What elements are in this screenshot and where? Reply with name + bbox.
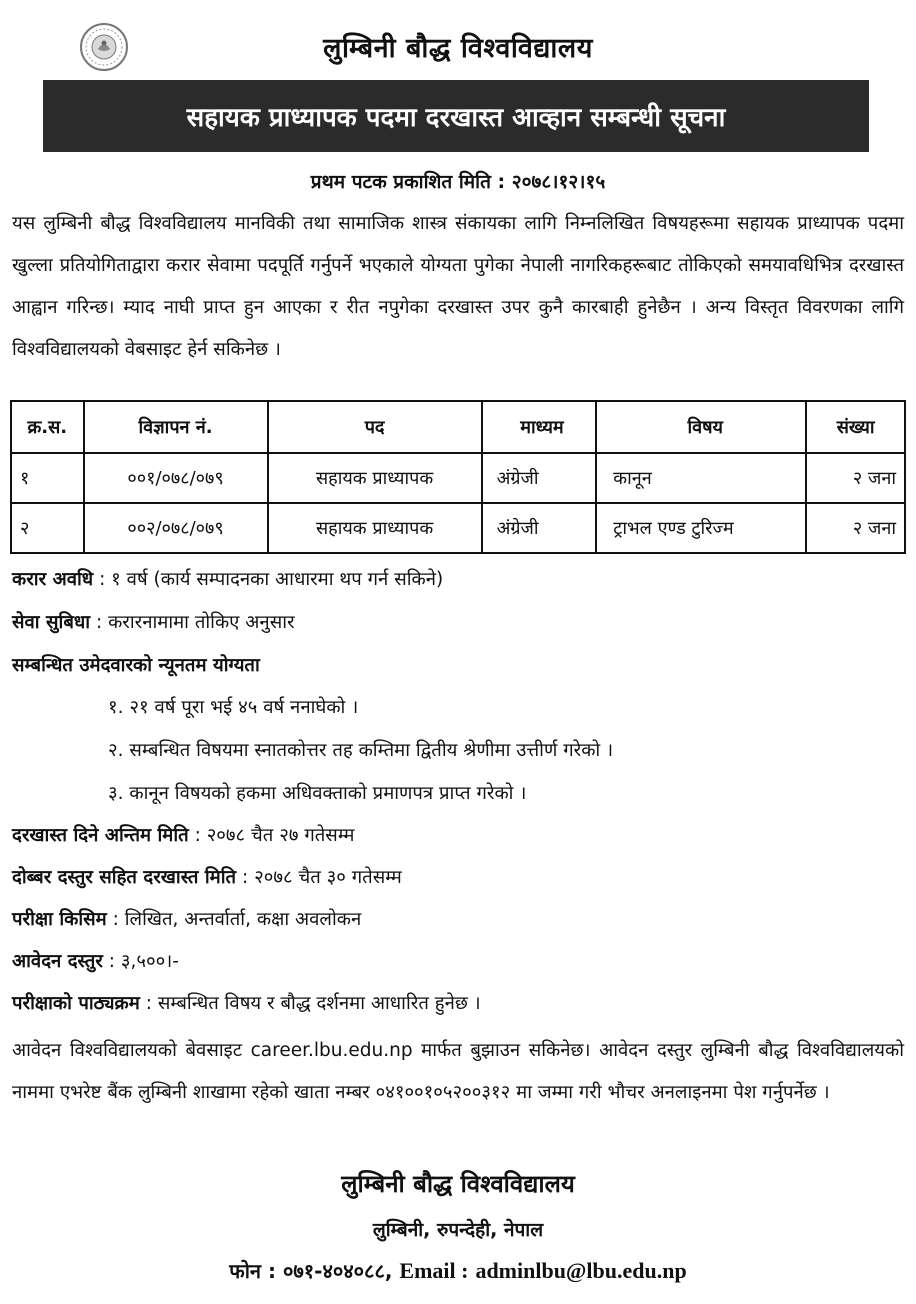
col-count-header: संख्या [806,401,905,453]
double-fee-deadline [12,864,402,889]
double-fee-deadline-value: : २०७८ चैत ३० गतेसम्म [241,867,402,888]
exam-type [12,906,361,931]
double-fee-deadline-label: दोब्बर दस्तुर सहित दरखास्त मिति [12,867,237,888]
service-facility-label: सेवा सुबिधा [12,612,91,633]
cell-medium: अंग्रेजी [482,453,597,503]
qualification-heading: सम्बन्धित उमेदवारको न्यूनतम योग्यता [12,655,260,676]
footer-address: लुम्बिनी, रुपन्देही, नेपाल [372,1219,544,1241]
table-row [11,453,905,503]
cell-medium: अंग्रेजी [482,503,597,553]
cell-ad-no: ००२/०७८/०७९ [84,503,268,553]
application-fee [12,948,179,973]
vacancy-table [10,400,906,554]
email-label: Email : [399,1258,469,1283]
email-address: adminlbu@lbu.edu.np [475,1258,687,1283]
exam-type-label: परीक्षा किसिम [12,909,107,930]
cell-subject: कानून [596,453,806,503]
table-header-row [11,401,905,453]
exam-syllabus-label: परीक्षाको पाठ्यक्रम [12,993,140,1014]
table-row [11,503,905,553]
notice-title-banner: सहायक प्राध्यापक पदमा दरखास्त आव्हान सम्बन्धी सूचना [43,80,869,152]
col-subject-header: विषय [596,401,806,453]
col-sn-header: क्र.स. [11,401,84,453]
qualification-item: ३. कानून विषयको हकमा अधिवक्ताको प्रमाणपत्र प्राप्त गरेको । [108,783,527,804]
cell-post: सहायक प्राध्यापक [268,503,482,553]
application-fee-label: आवेदन दस्तुर [12,951,103,972]
footer-contact [0,1257,916,1284]
intro-paragraph: यस लुम्बिनी बौद्ध विश्वविद्यालय मानविकी तथा सामाजिक शास्त्र संकायका लागि निम्नलिखित विषयहरूमा सहायक प्राध्यापक पदमा खुल्ला प्रतियोगिताद्वारा करार सेवामा पदपूर्ति गर्नुपर्ने भएकाले योग्यता पुगेका नेपाली नागरिकहरूबाट तोकिएको समयावधिभित्र दरखास्त आह्वान गरिन्छ। म्याद नाघी प्राप्त हुन आएका र रीत नपुगेका दरखास्त उपर कुनै कारबाही हुनेछैन । अन्य विस्तृत विवरणका लागि विश्वविद्यालयको वेबसाइट हेर्न सकिनेछ । [12,213,904,360]
application-deadline-label: दरखास्त दिने अन्तिम मिति [12,825,189,846]
qualification-item: १. २१ वर्ष पूरा भई ४५ वर्ष ननाघेको । [108,697,359,718]
contract-period-label: करार अवधि [12,569,94,590]
col-medium-header: माध्यम [482,401,597,453]
published-date-label: प्रथम पटक प्रकाशित मिति : [310,171,506,193]
phone-number: ०७१-४०४०८८, [282,1259,393,1283]
cell-count: २ जना [806,503,905,553]
application-fee-value: : ३,५००।- [108,951,179,972]
col-ad-no-header: विज्ञापन नं. [84,401,268,453]
university-title: लुम्बिनी बौद्ध विश्वविद्यालय [323,33,593,64]
application-instructions: आवेदन विश्वविद्यालयको बेवसाइट career.lbu.edu.np मार्फत बुझाउन सकिनेछ। आवेदन दस्तुर लुम्बिनी बौद्ध विश्वविद्यालयको नाममा एभरेष्ट बैंक लुम्बिनी शाखामा रहेको खाता नम्बर ०४१००१०५२००३१२ मा जम्मा गरी भौचर अनलाइनमा पेश गर्नुपर्नेछ । [12,1040,904,1103]
footer-university-name: लुम्बिनी बौद्ध विश्वविद्यालय [341,1170,575,1198]
contract-period-value: : १ वर्ष (कार्य सम्पादनका आधारमा थप गर्न सकिने) [99,569,444,590]
cell-ad-no: ००१/०७८/०७९ [84,453,268,503]
service-facility [12,609,295,634]
application-deadline-value: : २०७८ चैत २७ गतेसम्म [194,825,355,846]
cell-subject: ट्राभल एण्ड टुरिज्म [596,503,806,553]
col-post-header: पद [268,401,482,453]
header [0,20,916,76]
exam-syllabus [12,990,481,1015]
application-deadline [12,822,354,847]
phone-label: फोन : [229,1259,276,1283]
qualification-item: २. सम्बन्धित विषयमा स्नातकोत्तर तह कम्तिमा द्वितीय श्रेणीमा उत्तीर्ण गरेको । [108,740,614,761]
cell-count: २ जना [806,453,905,503]
cell-sn: १ [11,453,84,503]
contract-period [12,566,443,591]
exam-type-value: : लिखित, अन्तर्वार्ता, कक्षा अवलोकन [112,909,362,930]
published-date-value: २०७८।१२।१५ [511,171,606,193]
cell-sn: २ [11,503,84,553]
cell-post: सहायक प्राध्यापक [268,453,482,503]
exam-syllabus-value: : सम्बन्धित विषय र बौद्ध दर्शनमा आधारित हुनेछ । [145,993,481,1014]
service-facility-value: : करारनामामा तोकिए अनुसार [95,612,295,633]
published-date [0,168,916,194]
